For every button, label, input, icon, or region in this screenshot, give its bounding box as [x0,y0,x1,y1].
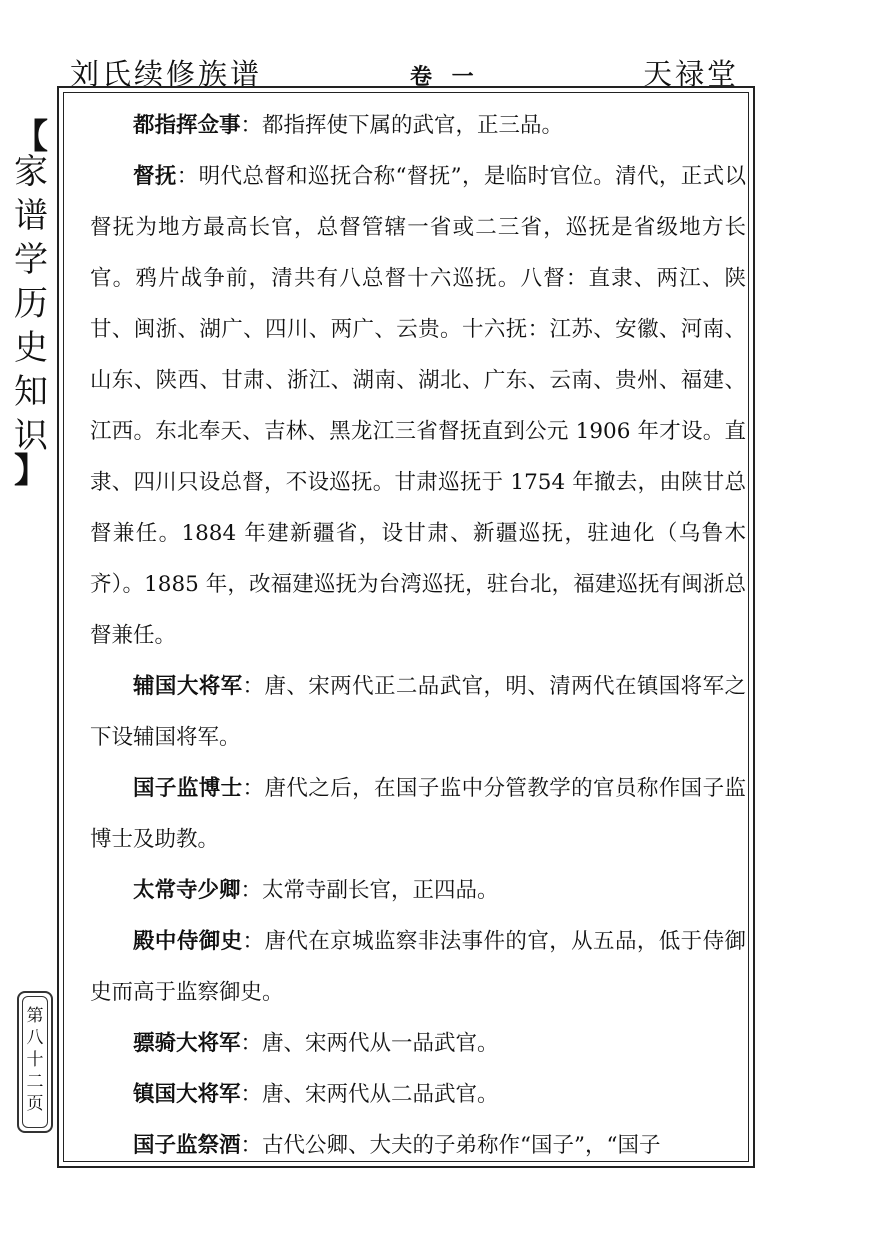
page-number-char: 第 [26,1006,44,1026]
page-number-char: 八 [26,1028,44,1048]
entry-definition: ：都指挥使下属的武官，正三品。 [240,113,564,138]
side-label-char: 历 [14,284,48,324]
header-title: 刘氏续修族谱 [70,57,263,91]
header-volume: 卷 一 [410,64,480,90]
entry-term: 太常寺少卿 [133,878,241,903]
side-label-bracket-close: 】 [14,451,48,491]
entry-term: 国子监博士 [133,776,243,801]
entry-paragraph [90,151,746,661]
entry-definition: ：古代公卿、大夫的子弟称作“国子”，“国子 [240,1133,661,1158]
entry-paragraph [90,763,746,865]
side-label-char: 学 [14,240,48,280]
side-label-char: 家 [14,152,48,192]
entry-paragraph [90,916,746,1018]
entry-paragraph [90,865,746,916]
entry-paragraph [90,1018,746,1069]
page-number-char: 十 [26,1050,44,1070]
entry-term: 镇国大将军 [133,1082,241,1107]
entry-definition: ：唐代在京城监察非法事件的官，从五品，低于侍御史而高于监察御史。 [90,929,746,1005]
side-label-char: 史 [14,328,48,368]
entry-definition: ：太常寺副长官，正四品。 [240,878,499,903]
side-label-bracket-open: 【 [14,117,48,157]
entry-definition: ：唐代之后，在国子监中分管教学的官员称作国子监博士及助教。 [90,776,746,852]
entry-term: 国子监祭酒 [133,1133,241,1158]
side-label-char: 知 [14,372,48,412]
page-number-char: 页 [26,1094,44,1114]
header-hall-name: 天禄堂 [643,57,740,91]
side-section-label [10,117,52,491]
body-text [90,100,746,1171]
side-label-char: 谱 [14,196,48,236]
entry-definition: ：唐、宋两代从一品武官。 [240,1031,499,1056]
entry-paragraph [90,1069,746,1120]
entry-term: 辅国大将军 [133,674,243,699]
page-number-tab [17,991,53,1133]
page-number-char: 二 [26,1072,44,1092]
entry-term: 督抚 [133,164,177,189]
entry-definition: ：明代总督和巡抚合称“督抚”，是临时官位。清代，正式以督抚为地方最高长官，总督管辖一省或二三省，巡抚是省级地方长官。鸦片战争前，清共有八总督十六巡抚。八督：直隶、两江、陕甘、闽浙、湖广、四川、两广、云贵。十六抚：江苏、安徽、河南、山东、陕西、甘肃、浙江、湖南、湖北、广东、云南、贵州、福建、江西。东北奉天、吉林、黑龙江三省督抚直到公元 1906 年才设。直隶、四川只设总督，不设巡抚。甘肃巡抚于 1754 年撤去，由陕甘总督兼任。1884 年建新疆省，设甘肃、新疆巡抚，驻迪化（乌鲁木齐）。1885 年，改福建巡抚为台湾巡抚，驻台北，福建巡抚有闽浙总督兼任。 [90,164,746,648]
entry-term: 殿中侍御史 [133,929,243,954]
side-label-char: 识 [14,416,48,456]
entry-paragraph [90,661,746,763]
entry-term: 骠骑大将军 [133,1031,241,1056]
entry-definition: ：唐、宋两代正二品武官，明、清两代在镇国将军之下设辅国将军。 [90,674,746,750]
entry-term: 都指挥佥事 [133,113,241,138]
entry-definition: ：唐、宋两代从二品武官。 [240,1082,499,1107]
entry-paragraph [90,100,746,151]
entry-paragraph [90,1120,746,1171]
